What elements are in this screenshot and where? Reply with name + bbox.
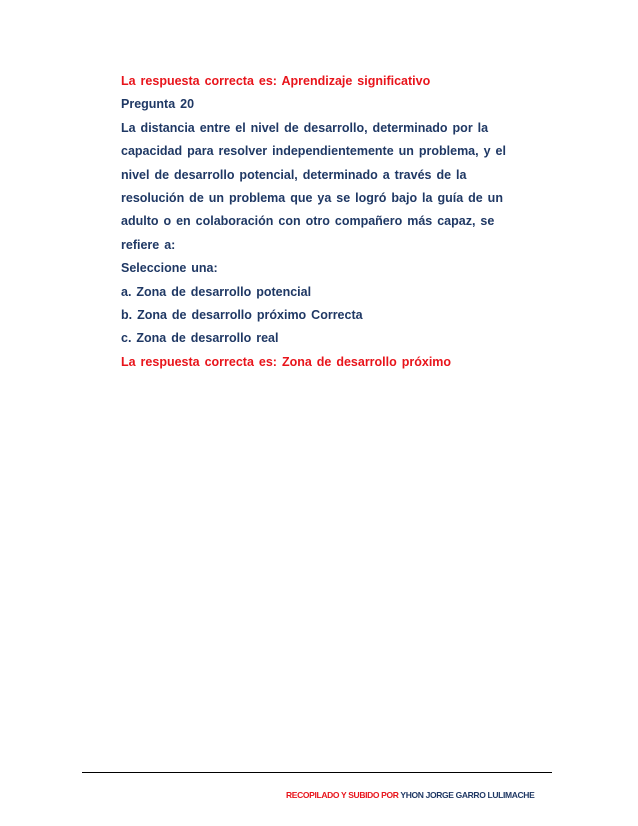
footer-credit — [286, 790, 534, 800]
question-text-line-4: resolución de un problema que ya se logró bajo la guía de un — [121, 191, 503, 206]
select-one-prompt: Seleccione una: — [121, 261, 218, 276]
footer-prefix: RECOPILADO Y SUBIDO POR — [286, 790, 401, 800]
option-b: b. Zona de desarrollo próximo Correcta — [121, 308, 363, 323]
option-c: c. Zona de desarrollo real — [121, 331, 279, 346]
correct-answer-line: La respuesta correcta es: Zona de desarrollo próximo — [121, 354, 452, 369]
footer-divider — [82, 772, 552, 773]
question-text-line-5: adulto o en colaboración con otro compañero más capaz, se — [121, 214, 495, 229]
footer-author: YHON JORGE GARRO LULIMACHE — [400, 790, 535, 800]
question-text-line-2: capacidad para resolver independientemente un problema, y el — [121, 144, 506, 159]
question-text-line-6: refiere a: — [121, 237, 176, 252]
question-text-line-3: nivel de desarrollo potencial, determinado a través de la — [121, 167, 467, 182]
option-a: a. Zona de desarrollo potencial — [121, 284, 312, 299]
question-number: Pregunta 20 — [121, 97, 195, 112]
question-text-line-1: La distancia entre el nivel de desarrollo, determinado por la — [121, 120, 489, 135]
previous-answer-line: La respuesta correcta es: Aprendizaje significativo — [121, 74, 431, 88]
document-body — [121, 70, 561, 374]
